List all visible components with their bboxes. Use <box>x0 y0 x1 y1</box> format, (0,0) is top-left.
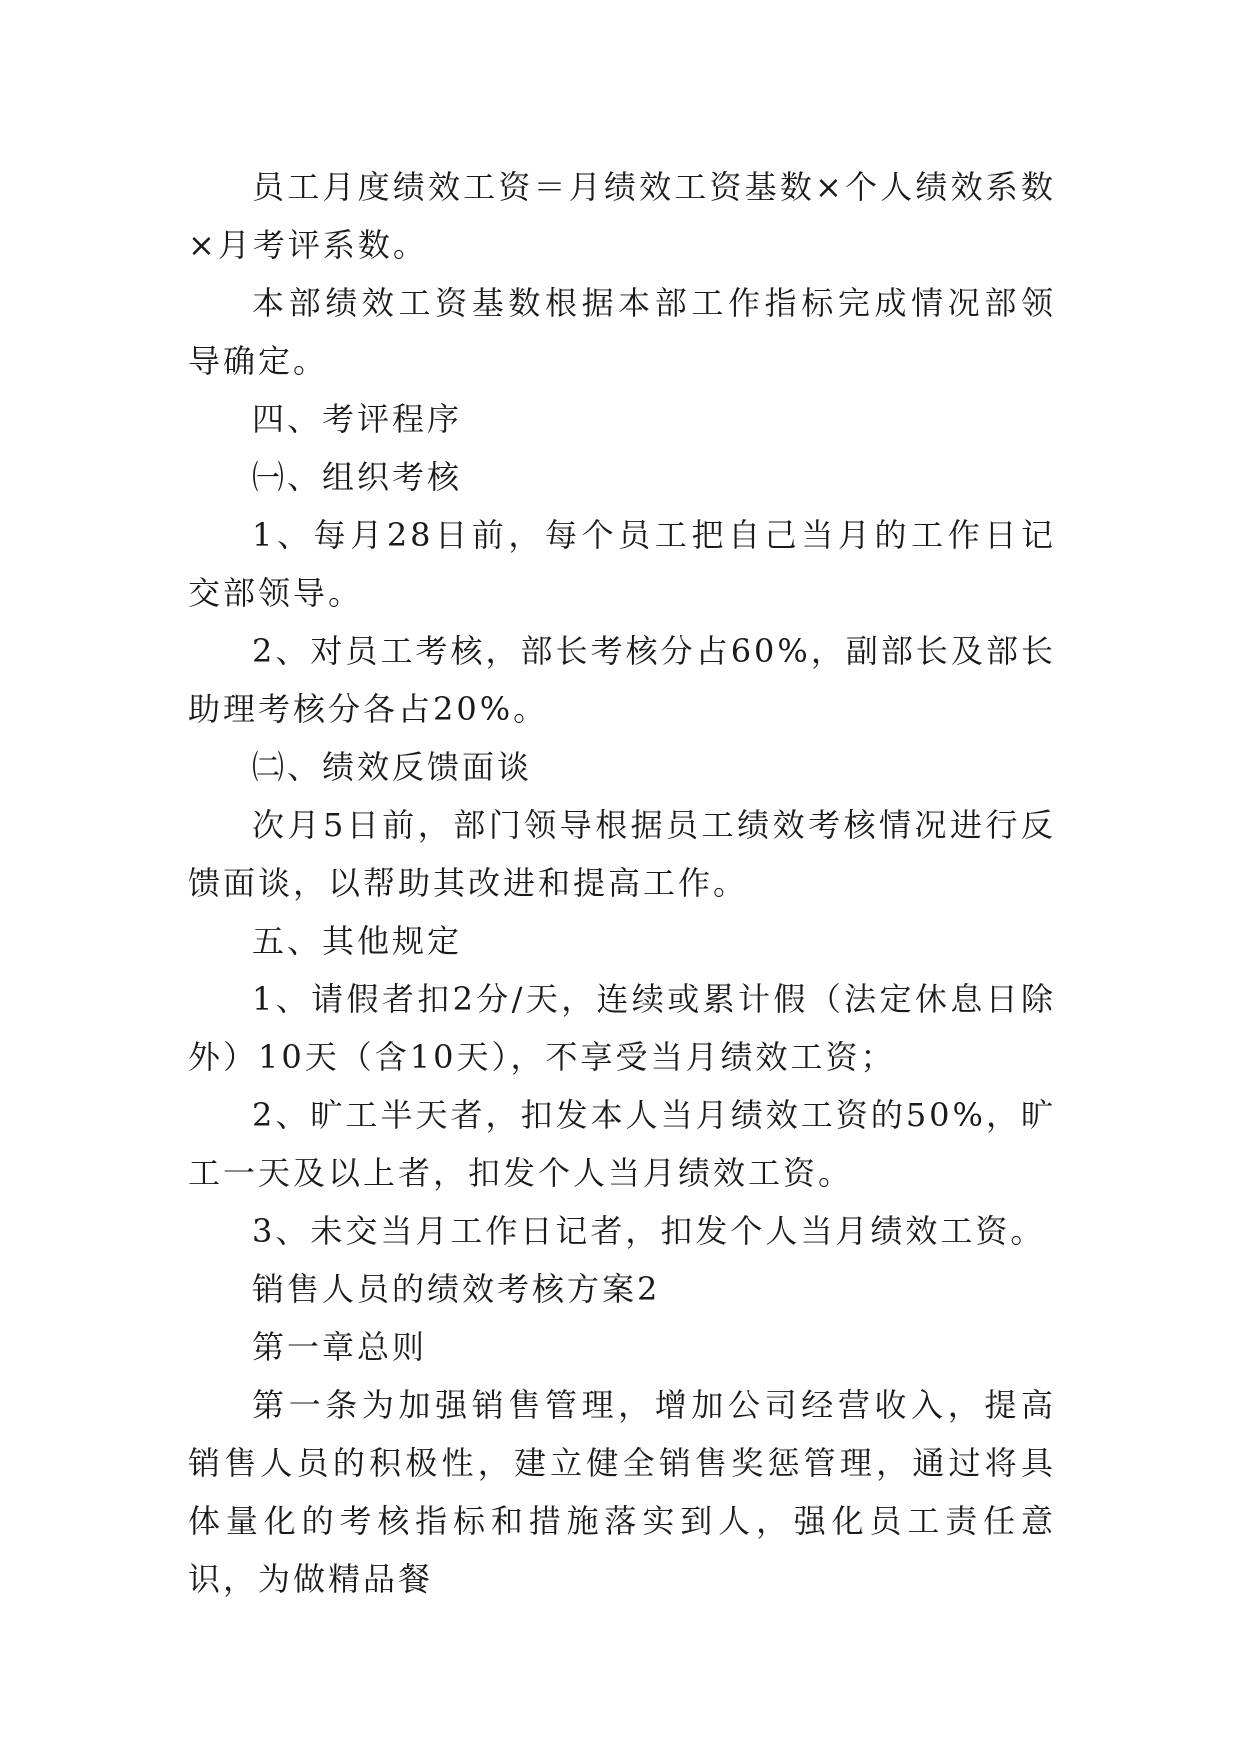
paragraph-6: 1、请假者扣2分/天，连续或累计假（法定休息日除外）10天（含10天），不享受当月绩效工资； <box>188 980 1056 1076</box>
chapter-heading: 第一章总则 <box>252 1328 428 1366</box>
paragraph-1: 员工月度绩效工资＝月绩效工资基数×个人绩效系数×月考评系数。 <box>188 168 1056 264</box>
document-body <box>188 158 1056 1608</box>
subsection-heading-1: ㈠、组织考核 <box>252 458 463 496</box>
paragraph-8: 3、未交当月工作日记者，扣发个人当月绩效工资。 <box>252 1212 1046 1250</box>
paragraph-3: 1、每月28日前，每个员工把自己当月的工作日记交部领导。 <box>188 516 1056 612</box>
paragraph-4: 2、对员工考核，部长考核分占60%，副部长及部长助理考核分各占20%。 <box>188 632 1056 728</box>
paragraph-7: 2、旷工半天者，扣发本人当月绩效工资的50%，旷工一天及以上者，扣发个人当月绩效工资。 <box>188 1096 1056 1192</box>
plan-title: 销售人员的绩效考核方案2 <box>252 1270 661 1308</box>
paragraph-2: 本部绩效工资基数根据本部工作指标完成情况部领导确定。 <box>188 284 1056 380</box>
subsection-heading-2: ㈡、绩效反馈面谈 <box>252 748 533 786</box>
paragraph-9: 第一条为加强销售管理，增加公司经营收入，提高销售人员的积极性，建立健全销售奖惩管理，通过将具体量化的考核指标和措施落实到人，强化员工责任意识，为做精品餐 <box>188 1386 1056 1598</box>
section-heading-4: 四、考评程序 <box>252 400 463 438</box>
paragraph-5: 次月5日前，部门领导根据员工绩效考核情况进行反馈面谈，以帮助其改进和提高工作。 <box>188 806 1056 902</box>
section-heading-5: 五、其他规定 <box>252 922 463 960</box>
